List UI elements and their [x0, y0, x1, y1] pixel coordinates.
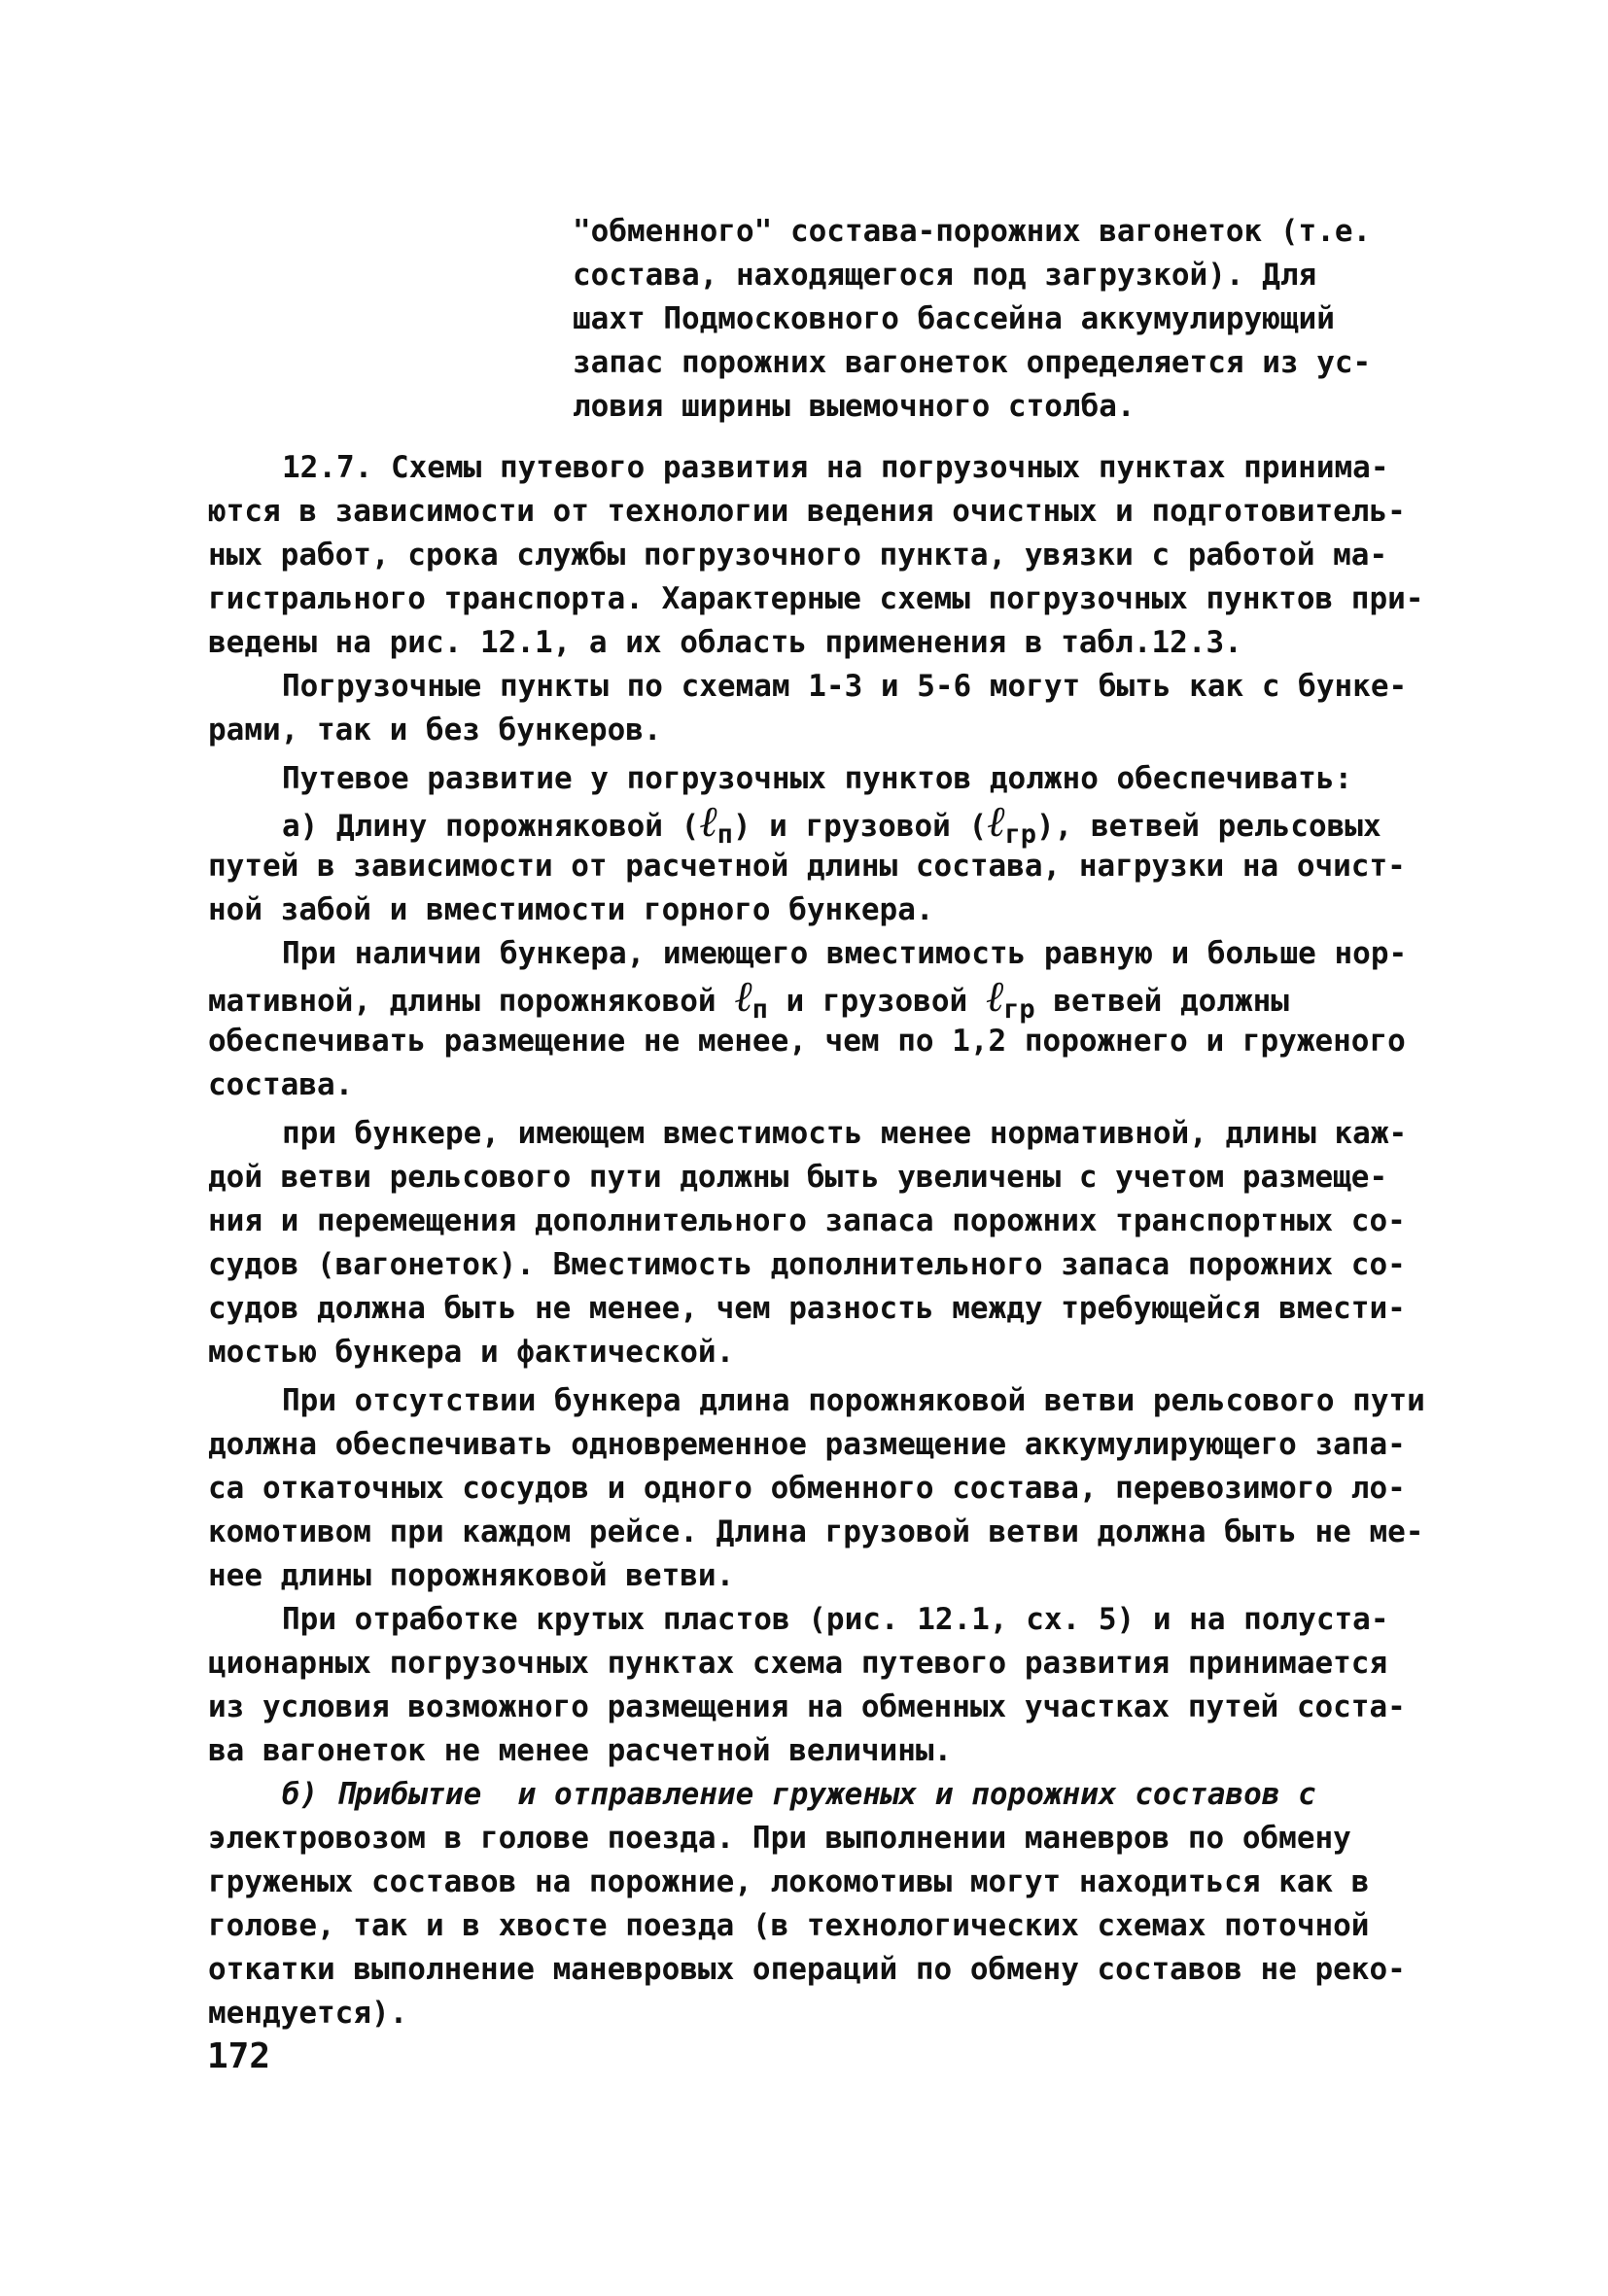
text-line: шахт Подмосковного бассейна аккумулирующий — [573, 301, 1335, 336]
text-line: При отработке крутых пластов (рис. 12.1, сх. 5) и на полуста- — [282, 1602, 1389, 1637]
text-line: Погрузочные пункты по схемам 1-3 и 5-6 могут быть как с бунке- — [282, 669, 1408, 704]
text-line: рами, так и без бункеров. — [208, 713, 662, 748]
text-line: мостью бункера и фактической. — [208, 1335, 735, 1370]
page-number: 172 — [207, 2036, 271, 2076]
text-line: 12.7. Схемы путевого развития на погрузочных пунктах принима- — [282, 450, 1389, 485]
text-line: комотивом при каждом рейсе. Длина грузовой ветви должна быть не ме- — [208, 1514, 1424, 1549]
text-line: ведены на рис. 12.1, а их область применения в табл.12.3. — [208, 625, 1242, 660]
text-line: ной забой и вместимости горного бункера. — [208, 892, 934, 927]
length-symbol: ℓ — [699, 797, 717, 847]
text-line: мендуется). — [208, 1996, 408, 2031]
text-line: нее длины порожняковой ветви. — [208, 1558, 735, 1593]
text-line: обеспечивать размещение не менее, чем по 1,2 порожнего и груженого — [208, 1024, 1406, 1059]
text-line: судов (вагонеток). Вместимость дополнительного запаса порожних со- — [208, 1247, 1406, 1282]
text-line: груженых составов на порожние, локомотивы могут находиться как в — [208, 1864, 1370, 1899]
text-line-formula-a: а) Длину порожняковой (ℓп) и грузовой (ℓгр), ветвей рельсовых — [282, 797, 1381, 850]
text-line: должна обеспечивать одновременное размещение аккумулирующего запа- — [208, 1427, 1406, 1462]
text-line: ционарных погрузочных пунктах схема путевого развития принимается — [208, 1646, 1388, 1681]
text-line: ния и перемещения дополнительного запаса порожних транспортных со- — [208, 1203, 1406, 1238]
text-line: состава. — [208, 1067, 354, 1102]
text-line: электровозом в голове поезда. При выполнении маневров по обмену — [208, 1821, 1351, 1856]
text-line: При наличии бункера, имеющего вместимость равную и больше нор- — [282, 936, 1408, 971]
subscript: гр — [1004, 819, 1036, 850]
text-line: б) Прибытие и отправление груженых и порожних составов с — [282, 1777, 1316, 1812]
text-line: гистрального транспорта. Характерные схемы погрузочных пунктов при- — [208, 581, 1424, 616]
length-symbol: ℓ — [987, 797, 1005, 847]
text-line: состава, находящегося под загрузкой). Для — [573, 258, 1317, 293]
text-line: ных работ, срока службы погрузочного пункта, увязки с работой ма- — [208, 538, 1388, 573]
length-symbol: ℓ — [985, 972, 1004, 1022]
text-line-formula-b: мативной, длины порожняковой ℓп и грузовой ℓгр ветвей должны — [208, 972, 1289, 1025]
text-line: из условия возможного размещения на обменных участках путей соста- — [208, 1689, 1406, 1724]
text-line: "обменного" состава-порожних вагонеток (т.е. — [573, 214, 1372, 249]
text-line: ловия ширины выемочного столба. — [573, 389, 1136, 424]
text-line: голове, так и в хвосте поезда (в технологических схемах поточной — [208, 1908, 1370, 1943]
text-line: ва вагонеток не менее расчетной величины. — [208, 1733, 953, 1768]
text-line: откатки выполнение маневровых операций по обмену составов не реко- — [208, 1952, 1406, 1987]
text-line: дой ветви рельсового пути должны быть увеличены с учетом размеще- — [208, 1160, 1388, 1195]
subscript: гр — [1003, 994, 1035, 1025]
subscript: п — [752, 994, 768, 1025]
text-line: судов должна быть не менее, чем разность между требующейся вмести- — [208, 1291, 1406, 1326]
subscript: п — [717, 819, 733, 850]
text-line: При отсутствии бункера длина порожняковой ветви рельсового пути — [282, 1383, 1425, 1418]
text-line: путей в зависимости от расчетной длины состава, нагрузки на очист- — [208, 849, 1406, 884]
text-line: Путевое развитие у погрузочных пунктов должно обеспечивать: — [282, 761, 1353, 796]
length-symbol: ℓ — [734, 972, 752, 1022]
text-line: запас порожних вагонеток определяется из ус- — [573, 345, 1372, 380]
text-line: са откаточных сосудов и одного обменного состава, перевозимого ло- — [208, 1471, 1406, 1506]
text-line: ются в зависимости от технологии ведения очистных и подготовитель- — [208, 494, 1406, 529]
text-line: при бункере, имеющем вместимость менее нормативной, длины каж- — [282, 1116, 1408, 1151]
